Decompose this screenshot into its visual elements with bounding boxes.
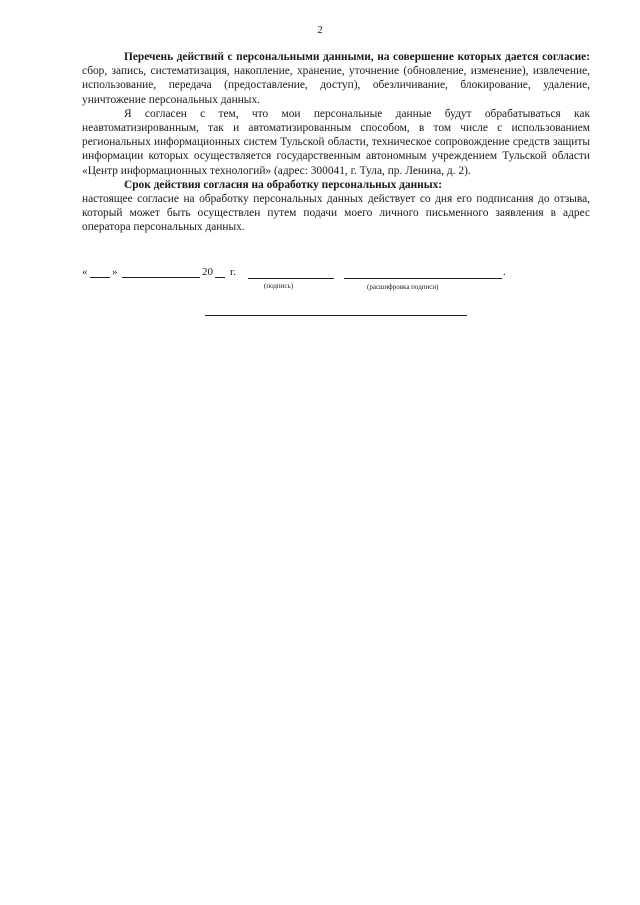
date-quote-close: » [112,266,118,278]
decoding-caption: (расшифровка подписи) [367,283,439,291]
validity-heading: Срок действия согласия на обработку персональных данных: [124,178,443,191]
document-body [82,50,590,235]
closing-rule [205,315,467,316]
signature-caption: (подпись) [264,282,294,290]
year-blank [215,266,225,278]
actions-paragraph [82,50,590,107]
day-blank [90,266,110,278]
date-quote-open: « [82,266,88,278]
page-number: 2 [317,24,323,36]
month-blank [122,266,200,278]
actions-heading: Перечень действий с персональными данными, на совершение которых дается согласие: [124,51,590,63]
end-mark: . [503,266,506,278]
year-suffix: г. [230,266,237,278]
signature-block [82,266,512,296]
year-prefix: 20 [202,266,213,278]
actions-text: сбор, запись, систематизация, накопление, хранение, уточнение (обновление, изменение), извлечение, использование, передача (предоставление, доступ), обезличивание, блокирование, удаление, уничтожение персональных данных. [82,65,590,106]
decoding-blank [344,267,502,279]
signature-blank [248,267,334,279]
validity-text: настоящее согласие на обработку персональных данных действует со дня его подписания до отзыва, который может быть осуществлен путем подачи моего личного письменного заявления в адрес оператора персональных данных. [82,193,590,234]
agreement-paragraph: Я согласен с тем, что мои персональные данные будут обрабатываться как неавтоматизированным, так и автоматизированным способом, в том числе с использованием региональных информационных систем Тульской области, техническое сопровождение средств защиты информации которых осуществляется государственным автономным учреждением Тульской области «Центр информационных технологий» (адрес: 300041, г. Тула, пр. Ленина, д. 2). [82,107,590,177]
